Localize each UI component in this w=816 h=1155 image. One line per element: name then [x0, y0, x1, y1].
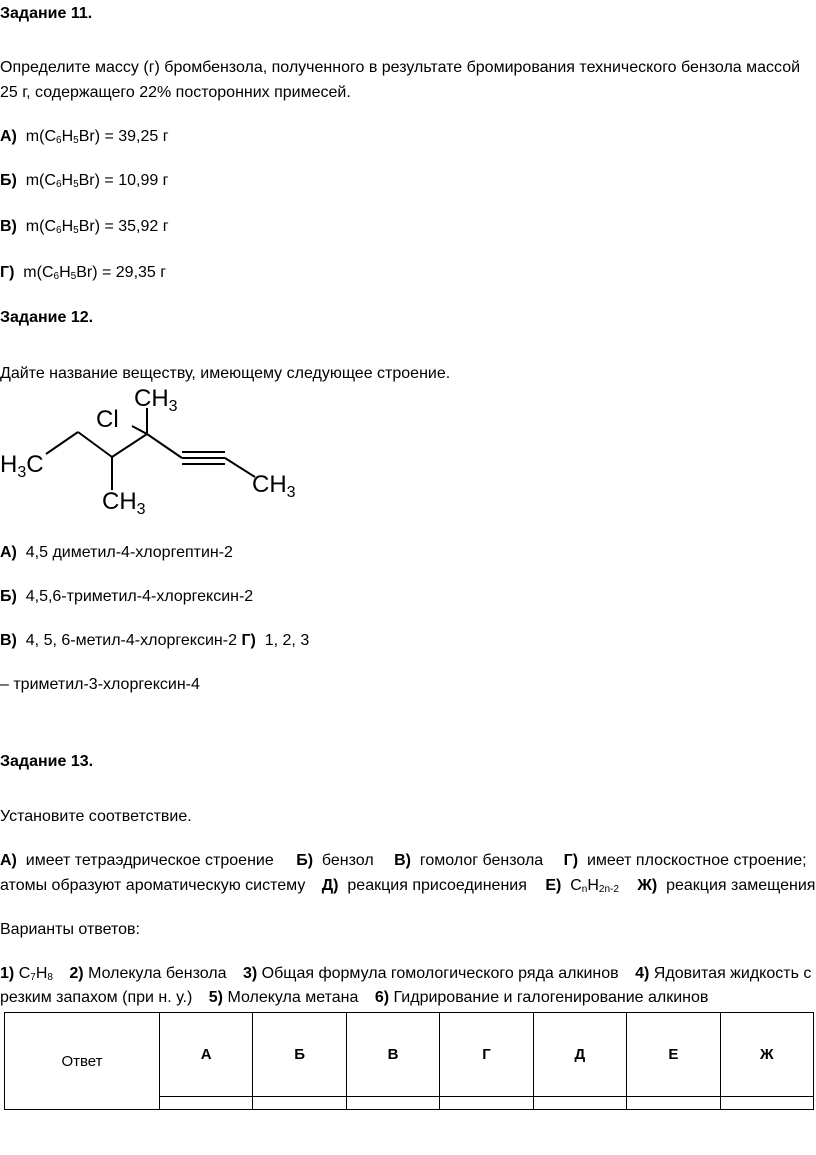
answer-letter: Г)	[0, 264, 15, 281]
answer-letter: Б)	[0, 588, 17, 605]
bond	[132, 426, 147, 434]
answer-text: 4,5,6-триметил-4-хлоргексин-2	[25, 588, 254, 605]
answer-cell[interactable]	[440, 1097, 533, 1110]
task13-title: Задание 13.	[0, 753, 94, 770]
task11-answer-a	[0, 127, 169, 147]
answer-cell[interactable]	[627, 1097, 720, 1110]
task12-title: Задание 12.	[0, 309, 94, 326]
answer-letter: А)	[0, 544, 17, 561]
answer-letter: А)	[0, 128, 17, 145]
answer-cell[interactable]	[346, 1097, 439, 1110]
answer-text: 4, 5, 6-метил-4-хлоргексин-2	[25, 632, 237, 649]
task11-answer-b	[0, 171, 169, 191]
answer-text: 4,5 диметил-4-хлоргептин-2	[25, 544, 233, 561]
formula: $m(C_6H_5Br)$	[25, 128, 101, 146]
atom-label-ch3-top: $CH_3$	[134, 385, 178, 415]
column-header: Б	[253, 1013, 346, 1097]
task13-instruction: Установите соответствие.	[0, 808, 192, 825]
task12-answer-b	[0, 587, 253, 607]
task13-items-line2: атомы образуют ароматическую систему Д) реакция присоединения Е) $C_nH_{2n-2}$ Ж) реакция замещения	[0, 877, 816, 895]
task11-answer-v	[0, 217, 169, 237]
formula: $m(C_6H_5Br)$	[25, 218, 101, 236]
bond	[147, 434, 182, 458]
answer-cell[interactable]	[533, 1097, 626, 1110]
atom-label-ch3-right: $CH_3$	[252, 471, 296, 501]
bond	[46, 432, 78, 454]
answer-value: = 35,92 г	[104, 218, 169, 235]
answer-text: 1, 2, 3	[264, 632, 310, 649]
task12-question: Дайте название веществу, имеющему следующее строение.	[0, 365, 451, 382]
bond	[112, 434, 147, 457]
task13-variants-label: Варианты ответов:	[0, 921, 140, 938]
column-header: Г	[440, 1013, 533, 1097]
answer-letter: В)	[0, 218, 17, 235]
task11-answer-g	[0, 263, 166, 283]
atom-label-cl: Cl	[96, 406, 119, 433]
answer-value: = 39,25 г	[104, 128, 169, 145]
task12-answer-a	[0, 543, 233, 563]
task11-question-line2: 25 г, содержащего 22% посторонних примесей.	[0, 84, 351, 101]
answer-value: = 29,35 г	[101, 264, 167, 281]
task12-answer-v-g	[0, 631, 309, 651]
answer-letter: Б)	[0, 172, 17, 189]
answer-letter: В)	[0, 632, 17, 649]
column-header: А	[160, 1013, 253, 1097]
answer-table	[4, 1012, 814, 1110]
column-header: Ж	[720, 1013, 813, 1097]
answer-row-label: Ответ	[5, 1013, 160, 1110]
table-row	[5, 1013, 814, 1097]
formula: $m(C_6H_5Br)$	[23, 264, 98, 282]
task11-question-line1: Определите массу (г) бромбензола, полученного в результате бромирования технического бензола массой	[0, 59, 801, 76]
answer-cell[interactable]	[253, 1097, 346, 1110]
answer-cell[interactable]	[720, 1097, 813, 1110]
task13-variants-line1: 1) $C_7H_8$ 2) Молекула бензола 3) Общая формула гомологического ряда алкинов 4) Ядовитая жидкость с	[0, 965, 812, 983]
answer-cell[interactable]	[160, 1097, 253, 1110]
column-header: В	[346, 1013, 439, 1097]
column-header: Е	[627, 1013, 720, 1097]
bond	[78, 432, 112, 457]
atom-label-ch3-bottom: $CH_3$	[102, 488, 146, 518]
task13-items-line1: А) имеет тетраэдрическое строение Б) бензол В) гомолог бензола Г) имеет плоскостное строение;	[0, 852, 807, 869]
bond	[225, 458, 255, 477]
task11-title: Задание 11.	[0, 5, 93, 22]
structural-formula	[0, 382, 320, 522]
task13-variants-line2: резким запахом (при н. у.) 5) Молекула метана 6) Гидрирование и галогенирование алкинов	[0, 989, 709, 1006]
formula: $m(C_6H_5Br)$	[25, 172, 100, 190]
atom-label-h3c: $H_3C$	[0, 451, 44, 481]
answer-letter: Г)	[241, 632, 256, 649]
task12-answer-continuation: – триметил-3-хлоргексин-4	[0, 676, 200, 693]
column-header: Д	[533, 1013, 626, 1097]
answer-value: = 10,99 г	[104, 172, 169, 189]
